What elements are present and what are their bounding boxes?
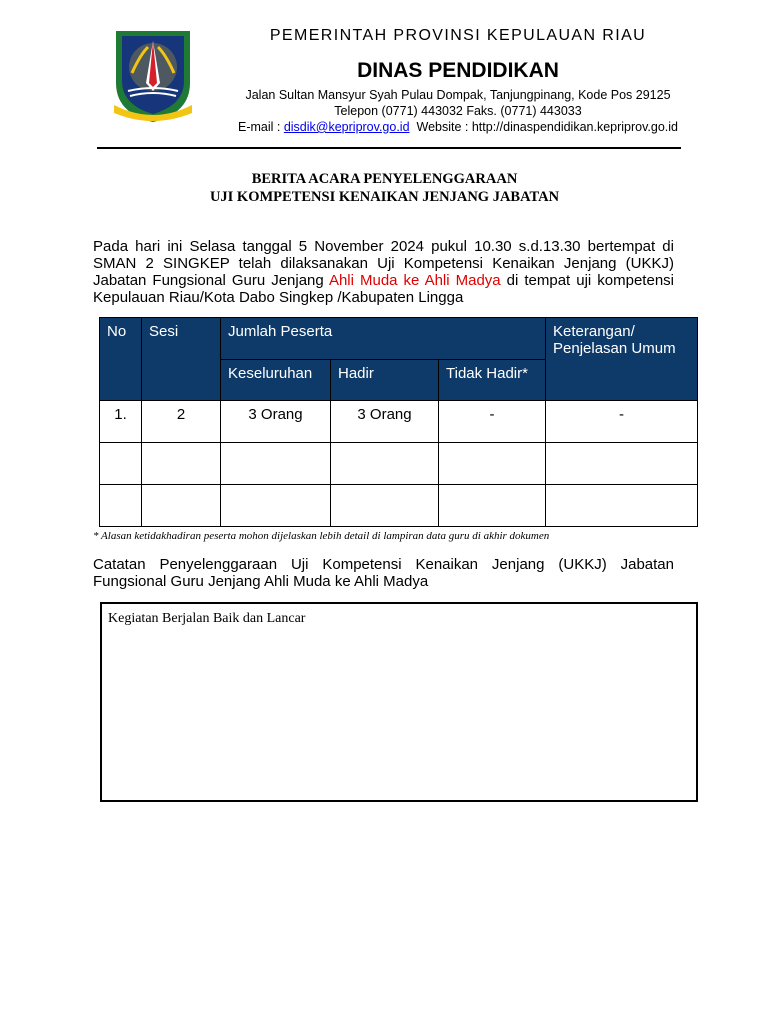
phone-line: Telepon (0771) 443032 Faks. (0771) 443033: [334, 104, 582, 118]
document-title-line1: BERITA ACARA PENYELENGGARAAN: [251, 171, 518, 187]
header-sesi: Sesi: [142, 318, 221, 401]
cell-no: [100, 485, 142, 527]
header-tidak-hadir: Tidak Hadir*: [439, 360, 546, 401]
address-line: Jalan Sultan Mansyur Syah Pulau Dompak, Tanjungpinang, Kode Pos 29125: [245, 88, 671, 102]
cell-keterangan: [546, 443, 698, 485]
notes-heading: Catatan Penyelenggaraan Uji Kompetensi Kenaikan Jenjang (UKKJ) Jabatan Fungsional Guru Jenjang Ahli Muda ke Ahli Madya: [93, 556, 674, 590]
website-text: http://dinaspendidikan.kepriprov.go.id: [471, 120, 679, 134]
participant-table: [99, 317, 698, 527]
header-keseluruhan: Keseluruhan: [221, 360, 331, 401]
email-link[interactable]: disdik@kepriprov.go.id: [283, 120, 410, 134]
cell-tidak-hadir: [439, 443, 546, 485]
contact-line: [228, 120, 688, 134]
absence-footnote: * Alasan ketidakhadiran peserta mohon dijelaskan lebih detail di lampiran data guru di akhir dokumen: [93, 530, 550, 542]
table-row: [100, 443, 698, 485]
cell-no: 1.: [100, 401, 142, 443]
email-label: E-mail :: [237, 120, 284, 134]
website-label: Website :: [416, 120, 472, 134]
cell-hadir: [331, 485, 439, 527]
cell-tidak-hadir: [439, 485, 546, 527]
header-jumlah-peserta: Jumlah Peserta: [221, 318, 546, 360]
header-no: No: [100, 318, 142, 401]
government-name: PEMERINTAH PROVINSI KEPULAUAN RIAU: [269, 27, 647, 44]
header-keterangan: Keterangan/ Penjelasan Umum: [546, 318, 698, 401]
table-header-row: [100, 318, 698, 360]
province-emblem-icon: [110, 25, 196, 125]
cell-hadir: 3 Orang: [331, 401, 439, 443]
province-logo: [110, 25, 196, 125]
table-row: [100, 401, 698, 443]
table-row: [100, 485, 698, 527]
intro-highlight: Ahli Muda ke Ahli Madya: [328, 272, 501, 289]
header-hadir: Hadir: [331, 360, 439, 401]
cell-keseluruhan: [221, 443, 331, 485]
cell-keseluruhan: [221, 485, 331, 527]
cell-no: [100, 443, 142, 485]
cell-tidak-hadir: -: [439, 401, 546, 443]
cell-keterangan: -: [546, 401, 698, 443]
notes-box: [100, 602, 698, 802]
cell-sesi: [142, 443, 221, 485]
letterhead-divider: [97, 147, 681, 149]
intro-text-2: di tempat uji kompetensi Kepulauan Riau/Kota Dabo Singkep /Kabupaten Lingga: [93, 272, 674, 306]
notes-text: Kegiatan Berjalan Baik dan Lancar: [108, 611, 306, 626]
cell-sesi: 2: [142, 401, 221, 443]
cell-keterangan: [546, 485, 698, 527]
department-name: DINAS PENDIDIKAN: [357, 59, 559, 82]
cell-keseluruhan: 3 Orang: [221, 401, 331, 443]
intro-text-1: Pada hari ini Selasa tanggal 5 November 2024 pukul 10.30 s.d.13.30 bertempat di SMAN 2 SINGKEP telah dilaksanakan Uji Kompetensi Kenaikan Jenjang (UKKJ) Jabatan Fungsional Guru Jenjang: [93, 238, 674, 289]
cell-hadir: [331, 443, 439, 485]
intro-paragraph: [93, 238, 674, 306]
document-title-line2: UJI KOMPETENSI KENAIKAN JENJANG JABATAN: [209, 189, 560, 205]
cell-sesi: [142, 485, 221, 527]
